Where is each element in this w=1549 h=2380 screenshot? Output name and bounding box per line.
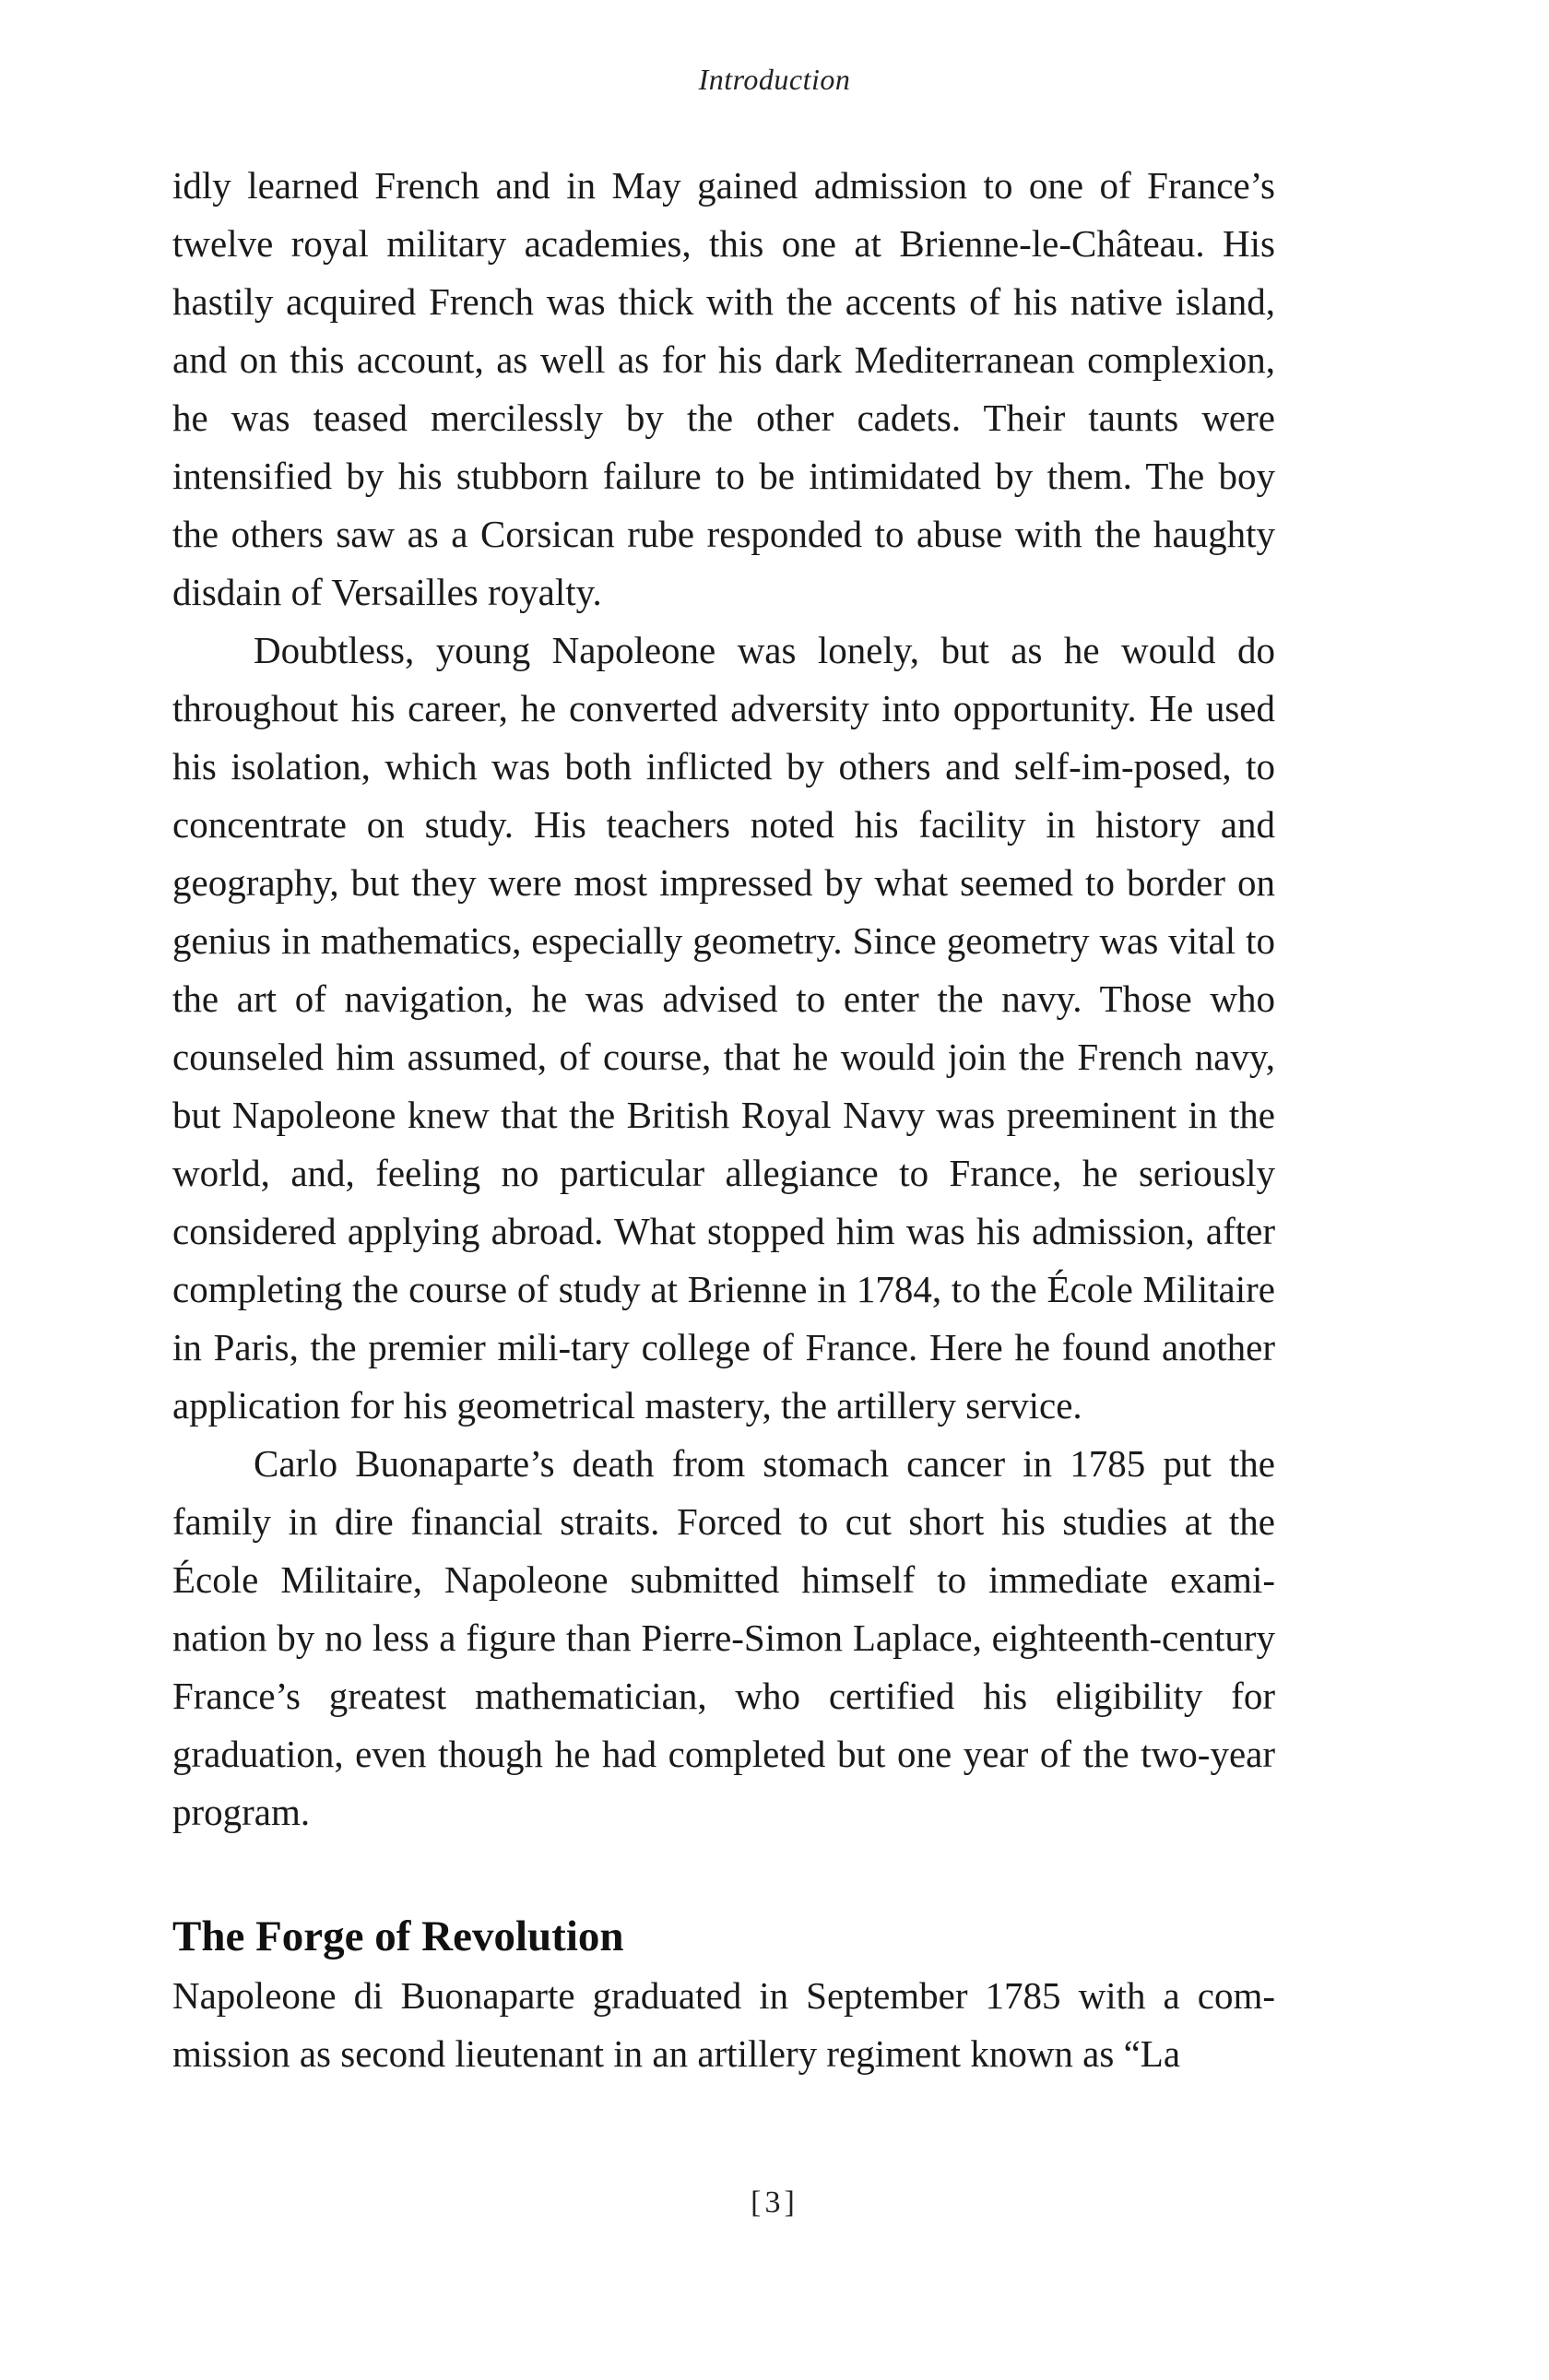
body-text (172, 157, 1275, 2083)
paragraph-2: Doubtless, young Napoleone was lonely, but as he would do throughout his career, he converted adversity into opportunity. He used his isolation, which was both inflicted by others and self-im-posed, to concentrate on study. His teachers noted his facility in history and geography, but they were most impressed by what seemed to border on genius in mathematics, especially geometry. Since geometry was vital to the art of navigation, he was advised to enter the navy. Those who counseled him assumed, of course, that he would join the French navy, but Napoleone knew that the British Royal Navy was preeminent in the world, and, feeling no particular allegiance to France, he seriously considered applying abroad. What stopped him was his admission, after completing the course of study at Brienne in 1784, to the École Militaire in Paris, the premier mili-tary college of France. Here he found another application for his geometrical mastery, the artillery service. (172, 629, 1275, 1427)
section-heading: The Forge of Revolution (172, 1912, 624, 1960)
page-number: [3] (751, 2185, 798, 2220)
running-head: Introduction (698, 63, 851, 96)
paragraph-1: idly learned French and in May gained admission to one of France’s twelve royal military academies, this one at Brienne-le-Château. His hastily acquired French was thick with the accents of his native island, and on this account, as well as for his dark Mediterranean complexion, he was teased mercilessly by the other cadets. Their taunts were intensified by his stubborn failure to be intimidated by them. The boy the others saw as a Corsican rube responded to abuse with the haughty disdain of Versailles royalty. (172, 164, 1275, 613)
section-paragraph: Napoleone di Buonaparte graduated in September 1785 with a com-mission as second lieutenant in an artillery regiment known as “La (172, 1974, 1275, 2075)
paragraph-3: Carlo Buonaparte’s death from stomach cancer in 1785 put the family in dire financial straits. Forced to cut short his studies at the École Militaire, Napoleone submitted himself to immediate exami-nation by no less a figure than Pierre-Simon Laplace, eighteenth-century France’s greatest mathematician, who certified his eligibility for graduation, even though he had completed but one year of the two-year program. (172, 1442, 1275, 1833)
